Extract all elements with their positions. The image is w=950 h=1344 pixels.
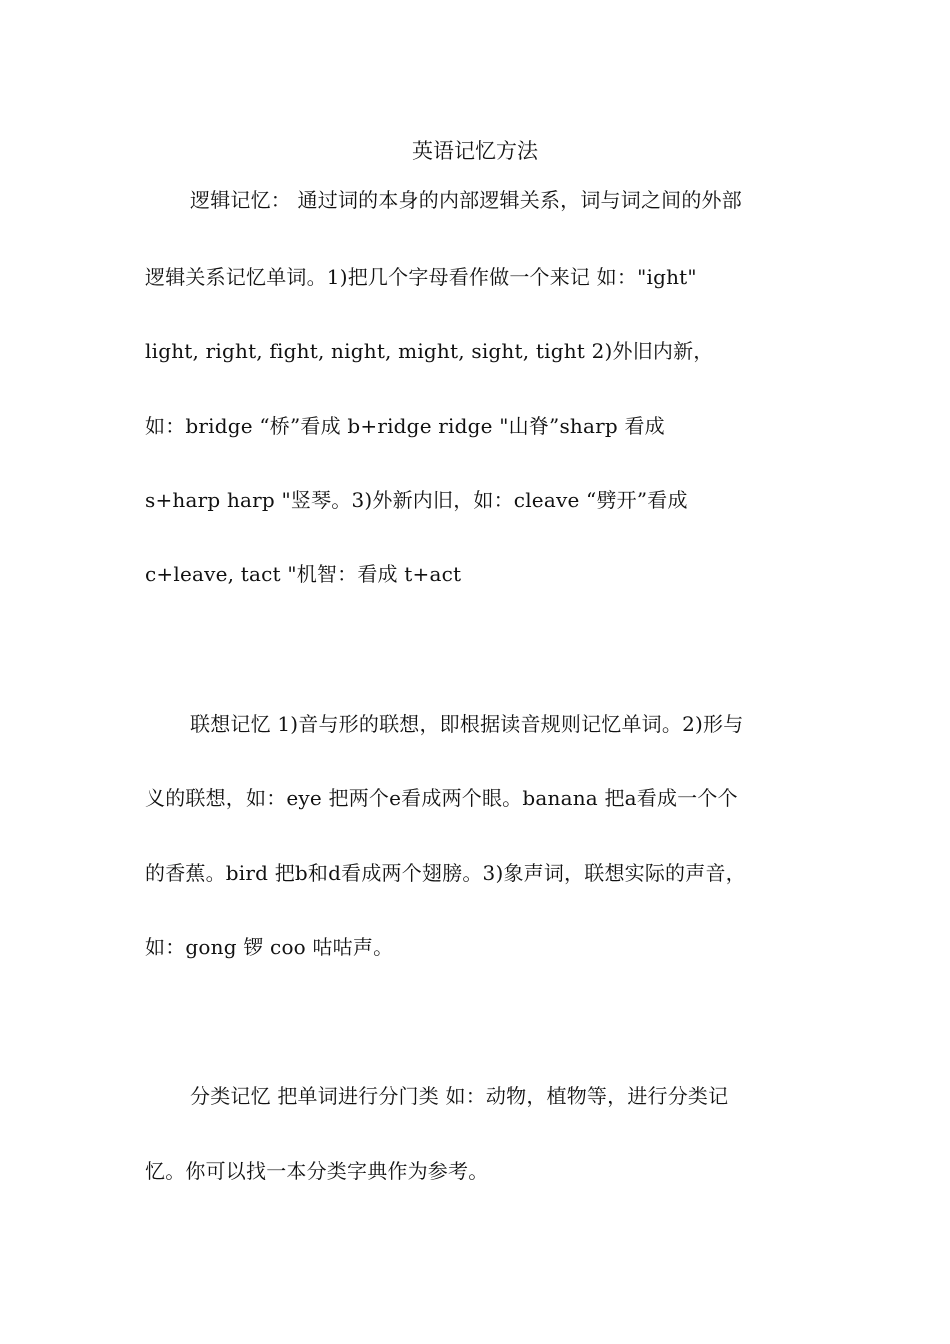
paragraph-line: 的香蕉。bird 把b和d看成两个翅膀。3)象声词，联想实际的声音， xyxy=(145,861,746,885)
paragraph-line: 联想记忆 1)音与形的联想，即根据读音规则记忆单词。2)形与 xyxy=(190,712,744,736)
paragraph-line: 忆。你可以找一本分类字典作为参考。 xyxy=(145,1159,489,1183)
paragraph-line: 逻辑关系记忆单词。1)把几个字母看作做一个来记 如："ight" xyxy=(145,265,697,289)
paragraph-line: 义的联想，如：eye 把两个e看成两个眼。banana 把a看成一个个 xyxy=(145,786,738,810)
paragraph-line: 如：bridge “桥”看成 b+ridge ridge "山脊”sharp 看成 xyxy=(145,414,665,438)
document-title: 英语记忆方法 xyxy=(412,139,538,163)
paragraph-line: 分类记忆 把单词进行分门类 如：动物，植物等，进行分类记 xyxy=(190,1084,729,1108)
paragraph-line: c+leave, tact "机智：看成 t+act xyxy=(145,562,462,586)
paragraph-line: light, right, fight, night, might, sight, tight 2)外旧内新， xyxy=(145,339,714,363)
paragraph-line: s+harp harp "竖琴。3)外新内旧，如：cleave “劈开”看成 xyxy=(145,488,688,512)
paragraph-line: 逻辑记忆： 通过词的本身的内部逻辑关系，词与词之间的外部 xyxy=(190,188,742,212)
paragraph-line: 如：gong 锣 coo 咕咕声。 xyxy=(145,935,394,959)
